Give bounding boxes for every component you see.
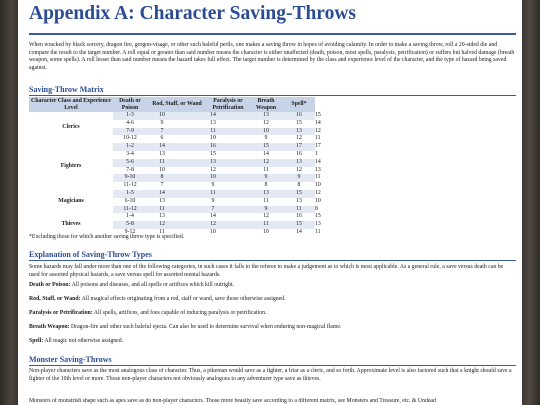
death-poison-cell: 11: [147, 206, 177, 214]
level-cell: 1-4: [126, 213, 134, 220]
death-poison-cell: 10: [147, 112, 177, 120]
table-row: Fighters 1-2 14 16 15 17 17: [29, 143, 315, 151]
death-poison-cell: 8: [147, 174, 177, 182]
table-row: 7-8 10 12 11 12 13: [29, 167, 315, 175]
monster-paragraph-continued: Monsters of monstrish shape such as apes save as do non-player characters. Those more beastly save according to a different matrix, see Monsters and Treasure, etc. & Undead: [29, 398, 436, 404]
level-cell: 10-12: [123, 135, 137, 142]
monster-heading: Monster Saving-Throws: [29, 355, 112, 364]
document-page: [18, 0, 522, 405]
level-cell: 6-10: [124, 197, 136, 204]
rod-staff-wand-cell: 9: [211, 197, 215, 204]
death-poison-cell: 6: [160, 135, 164, 142]
level-cell: 1-5: [113, 190, 147, 198]
paralysis-petrification-cell: 8: [264, 182, 268, 189]
rod-staff-wand-cell: 10: [210, 135, 216, 142]
death-poison-cell: 7: [147, 128, 177, 136]
paralysis-petrification-cell: 12: [263, 119, 269, 126]
level-cell: 5-8: [113, 221, 147, 229]
breath-weapon-cell: 16: [296, 150, 302, 157]
breath-weapon-cell: 13: [283, 128, 315, 136]
paralysis-petrification-cell: 13: [249, 112, 283, 120]
intro-paragraph: When wracked by black sorcery, dragon fire, gorgon-visage, or other such baleful perils, one makes a saving throw in hopes of avoiding calamity. In order to make a saving throw, roll a 20-sided die and compare the result to the target number. A roll equal or greater than said number means the character is either unaffected (death, poison, most spells, paralysis, petrification) or suffers but halved damage (breath weapon, some spells). A roll lesser than said number means the hazard takes full effect. The target number is determined by the class and experience level of the character, and the type of hazard being saved against.: [29, 42, 515, 71]
type-term: Death or Poison:: [29, 282, 71, 288]
paralysis-petrification-cell: 10: [249, 128, 283, 136]
breath-weapon-cell: 15: [283, 221, 315, 229]
table-row: Magicians 1-5 14 11 13 15 12: [29, 190, 315, 198]
paralysis-petrification-cell: 11: [249, 221, 283, 229]
table-body: [29, 112, 321, 237]
level-cell: 1-2: [113, 143, 147, 151]
page-title: Appendix A: Character Saving-Throws: [29, 3, 357, 24]
type-breath-weapon: [29, 324, 515, 332]
death-poison-cell: 14: [147, 190, 177, 198]
breath-weapon-cell: 12: [296, 135, 302, 142]
rod-staff-wand-cell: 10: [210, 228, 216, 235]
background-right: [522, 0, 540, 405]
header-paralysis-petrification: Paralysis or Petrification: [207, 97, 249, 112]
level-cell: 5-6: [113, 159, 147, 167]
types-heading: Explanation of Saving-Throw Types: [29, 250, 152, 259]
death-poison-cell: 9: [160, 119, 164, 126]
paralysis-petrification-cell: 9: [249, 206, 283, 214]
paralysis-petrification-cell: 11: [263, 166, 269, 173]
rod-staff-wand-cell: 14: [210, 213, 216, 220]
table-header-row: [29, 97, 315, 112]
type-rod-staff-wand: [29, 296, 515, 304]
table-row: 9-10 8 10 9 9 11: [29, 174, 315, 182]
table-row: 9-12 11 10 10 14 11: [29, 229, 315, 237]
header-rod-staff-wand: Rod, Staff, or Wand: [147, 97, 207, 112]
header-spell: Spell*: [283, 97, 315, 112]
breath-weapon-cell: 15: [296, 119, 302, 126]
background-left: [0, 0, 18, 405]
death-poison-cell: 7: [160, 182, 164, 189]
type-spell: [29, 338, 515, 346]
paralysis-petrification-cell: 11: [263, 197, 269, 204]
table-row: 6-10 13 9 11 13 10: [29, 198, 315, 206]
level-cell: 11-12: [123, 182, 137, 189]
rod-staff-wand-cell: 10: [177, 174, 249, 182]
death-poison-cell: 10: [159, 166, 165, 173]
table-row: 7-9 7 11 10 13 12: [29, 128, 315, 136]
type-text: All poisons and diseases, and all spells or artifices which kill outright.: [71, 282, 235, 288]
type-text: All magical effects originating from a rod, staff or wand, save those otherwise assigned.: [81, 296, 286, 302]
rod-staff-wand-cell: 13: [210, 119, 216, 126]
type-death-poison: [29, 282, 515, 290]
matrix-heading-divider: [29, 95, 516, 96]
type-text: Dragon-fire and other such baleful ejecta. Can also be used to determine survival when enduring non-magical flame.: [70, 324, 342, 330]
rod-staff-wand-cell: 16: [177, 143, 249, 151]
table-row: 3-4 13 15 14 16 1: [29, 151, 315, 159]
rod-staff-wand-cell: 9: [211, 182, 215, 189]
rod-staff-wand-cell: 7: [177, 206, 249, 214]
type-paralysis-petrification: [29, 310, 515, 318]
level-cell: 7-9: [113, 128, 147, 136]
class-name-cell: Magicians: [29, 190, 113, 213]
paralysis-petrification-cell: 12: [249, 159, 283, 167]
rod-staff-wand-cell: 12: [210, 166, 216, 173]
death-poison-cell: 14: [147, 143, 177, 151]
breath-weapon-cell: 11: [283, 206, 315, 214]
breath-weapon-cell: 14: [296, 228, 302, 235]
monster-paragraph: Non-player characters save as the most analogous class of character. Thus, a pikeman would save as a fighter, a friar as a cleric, and so forth. Approximate level is also factored such that a knight should save a fighter of the 10th level or more. Those non-player characters not obviously analogous to any adventurer type save as thieves.: [29, 368, 512, 382]
header-class-level: Character Class and Experience Level: [29, 97, 113, 112]
paralysis-petrification-cell: 15: [249, 143, 283, 151]
paralysis-petrification-cell: 13: [249, 190, 283, 198]
breath-weapon-cell: 16: [283, 112, 315, 120]
table-row: 5-6 11 13 12 13 14: [29, 159, 315, 167]
table-row: 11-12 11 7 9 11 8: [29, 206, 315, 214]
header-breath-weapon: Breath Weapon: [249, 97, 283, 112]
header-death-poison: Death or Poison: [113, 97, 147, 112]
rod-staff-wand-cell: 15: [210, 150, 216, 157]
rod-staff-wand-cell: 11: [177, 128, 249, 136]
type-text: All magic not otherwise assigned.: [44, 338, 124, 344]
breath-weapon-cell: 15: [283, 190, 315, 198]
breath-weapon-cell: 12: [296, 166, 302, 173]
death-poison-cell: 12: [147, 221, 177, 229]
rod-staff-wand-cell: 12: [177, 221, 249, 229]
type-term: Breath Weapon:: [29, 324, 70, 330]
level-cell: 9-10: [113, 174, 147, 182]
class-name-cell: Clerics: [29, 112, 113, 143]
death-poison-cell: 13: [159, 213, 165, 220]
class-name-cell: Thieves: [29, 213, 113, 236]
paralysis-petrification-cell: 10: [263, 228, 269, 235]
rod-staff-wand-cell: 13: [177, 159, 249, 167]
table-footnote: *Excluding those for which another saving throw type is specified.: [29, 234, 185, 240]
breath-weapon-cell: 13: [296, 197, 302, 204]
death-poison-cell: 13: [159, 150, 165, 157]
type-term: Rod, Staff, or Wand:: [29, 296, 81, 302]
table-row: 5-8 12 12 11 15 13: [29, 221, 315, 229]
type-term: Spell:: [29, 338, 44, 344]
paralysis-petrification-cell: 12: [263, 213, 269, 220]
type-term: Paralysis or Petrification:: [29, 310, 93, 316]
class-name-cell: Fighters: [29, 143, 113, 190]
paralysis-petrification-cell: 9: [249, 174, 283, 182]
breath-weapon-cell: 17: [283, 143, 315, 151]
type-text: All spells, artifices, and foes capable of inducing paralysis or petrification.: [93, 310, 267, 316]
saving-throw-table: [29, 97, 321, 237]
level-cell: 1-3: [113, 112, 147, 120]
rod-staff-wand-cell: 11: [177, 190, 249, 198]
types-heading-divider: [29, 260, 516, 261]
table-row: Clerics 1-3 10 14 13 16 15: [29, 112, 315, 120]
level-cell: 3-4: [126, 150, 134, 157]
breath-weapon-cell: 9: [283, 174, 315, 182]
level-cell: 7-8: [126, 166, 134, 173]
death-poison-cell: 11: [147, 159, 177, 167]
monster-heading-divider: [29, 365, 516, 366]
level-cell: 4-6: [126, 119, 134, 126]
table-row: 11-12 7 9 8 8 10: [29, 182, 315, 190]
breath-weapon-cell: 16: [296, 213, 302, 220]
level-cell: 11-12: [113, 206, 147, 214]
death-poison-cell: 13: [159, 197, 165, 204]
table-row: Thieves 1-4 13 14 12 16 15: [29, 213, 315, 221]
table-row: 10-12 6 10 9 12 11: [29, 135, 315, 143]
rod-staff-wand-cell: 14: [177, 112, 249, 120]
table-row: 4-6 9 13 12 15 14: [29, 120, 315, 128]
title-divider: [29, 33, 516, 35]
death-poison-cell: 11: [159, 228, 165, 235]
breath-weapon-cell: 8: [297, 182, 301, 189]
level-cell: 9-12: [124, 228, 136, 235]
types-intro: Some hazards may fall under more than one of the following categories, in such cases it falls to the referee to make a judgement as to which is most applicable. As a general rule, a save versus death can be used for assorted physical hazards, a save versus spell for assorted mental hazards.: [29, 264, 504, 278]
paralysis-petrification-cell: 14: [263, 150, 269, 157]
paralysis-petrification-cell: 9: [264, 135, 268, 142]
breath-weapon-cell: 13: [283, 159, 315, 167]
matrix-heading: Saving-Throw Matrix: [29, 85, 104, 94]
